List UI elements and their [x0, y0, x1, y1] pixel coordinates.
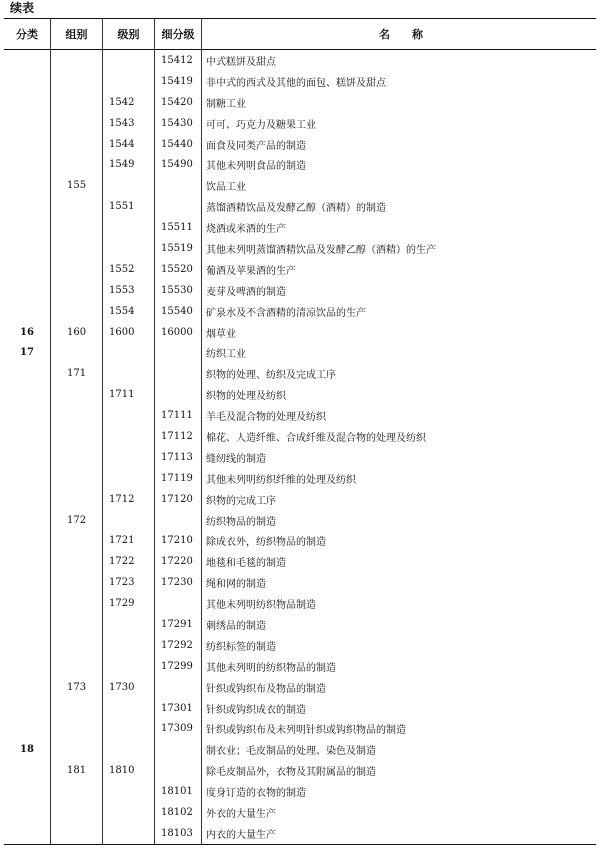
cell-subclass: 17291 [155, 614, 202, 635]
table-row [4, 196, 596, 217]
cell-class [103, 719, 155, 740]
cell-group [51, 342, 103, 363]
table-row [4, 635, 596, 656]
cell-category [4, 71, 51, 92]
cell-class [103, 635, 155, 656]
cell-class: 1552 [103, 259, 155, 280]
cell-group [51, 50, 103, 71]
cell-subclass: 18101 [155, 781, 202, 802]
cell-subclass: 15420 [155, 92, 202, 113]
cell-subclass [155, 593, 202, 614]
cell-subclass: 15440 [155, 134, 202, 155]
cell-class: 1721 [103, 530, 155, 551]
cell-class [103, 426, 155, 447]
cell-name: 其他未列明的纺织物品的制造 [206, 662, 336, 674]
table-row [4, 259, 596, 280]
table-header-row [4, 19, 596, 50]
cell-subclass: 15519 [155, 238, 202, 259]
table-row [4, 468, 596, 489]
cell-category [4, 572, 51, 593]
cell-class: 1729 [103, 593, 155, 614]
cell-subclass [155, 196, 202, 217]
cell-subclass: 17111 [155, 405, 202, 426]
cell-category [4, 593, 51, 614]
cell-name: 针织或钩织布及物品的制造 [206, 683, 326, 695]
cell-category [4, 154, 51, 175]
cell-group [51, 71, 103, 92]
table-row [4, 823, 596, 844]
cell-class [103, 656, 155, 677]
cell-category [4, 405, 51, 426]
cell-subclass: 15412 [155, 50, 202, 71]
cell-class [103, 71, 155, 92]
cell-subclass: 15511 [155, 217, 202, 238]
cell-subclass: 17113 [155, 447, 202, 468]
table-row [4, 175, 596, 196]
table-row [4, 342, 596, 363]
cell-name: 除成衣外，纺织物品的制造 [206, 537, 326, 549]
header-category: 分类 [4, 19, 51, 50]
cell-class [103, 781, 155, 802]
cell-subclass: 17309 [155, 719, 202, 740]
cell-name: 羊毛及混合物的处理及纺织 [206, 412, 326, 424]
table-row [4, 113, 596, 134]
cell-category [4, 259, 51, 280]
cell-category [4, 301, 51, 322]
cell-class [103, 342, 155, 363]
cell-category [4, 802, 51, 823]
cell-class: 1600 [103, 322, 155, 343]
cell-name: 纺织标签的制造 [206, 641, 276, 653]
cell-group [51, 551, 103, 572]
cell-group [51, 426, 103, 447]
cell-name: 其他未列明纺织纤维的处理及纺织 [206, 474, 356, 486]
cell-group [51, 614, 103, 635]
cell-subclass [155, 384, 202, 405]
cell-name: 麦芽及啤酒的制造 [206, 286, 286, 298]
cell-group: 155 [51, 175, 103, 196]
cell-group [51, 593, 103, 614]
cell-class: 1542 [103, 92, 155, 113]
cell-group [51, 572, 103, 593]
cell-name: 葡酒及苹果酒的生产 [206, 265, 296, 277]
cell-class: 1711 [103, 384, 155, 405]
cell-class: 1723 [103, 572, 155, 593]
cell-class: 1730 [103, 677, 155, 698]
cell-category [4, 698, 51, 719]
cell-class [103, 238, 155, 259]
cell-subclass [155, 760, 202, 781]
table-row [4, 154, 596, 175]
cell-name: 非中式的西式及其他的面包、糕饼及甜点 [206, 77, 386, 89]
cell-name: 纺织物品的制造 [206, 516, 276, 528]
cell-group [51, 238, 103, 259]
cell-category [4, 468, 51, 489]
cell-group [51, 259, 103, 280]
table-row [4, 426, 596, 447]
cell-category [4, 656, 51, 677]
cell-name: 织物的处理、纺织及完成工序 [206, 370, 336, 382]
continued-caption: 续表 [10, 1, 35, 15]
cell-group: 160 [51, 322, 103, 343]
cell-subclass: 17299 [155, 656, 202, 677]
cell-name: 外衣的大量生产 [206, 809, 276, 820]
cell-group [51, 217, 103, 238]
cell-category [4, 238, 51, 259]
cell-name: 面食及同类产品的制造 [206, 140, 306, 152]
cell-category [4, 823, 51, 844]
cell-class [103, 823, 155, 844]
cell-class [103, 50, 155, 71]
table-body [4, 50, 596, 845]
cell-category: 17 [4, 342, 51, 363]
table-row [4, 238, 596, 259]
table-row [4, 301, 596, 322]
cell-name: 度身订造的衣物的制造 [206, 788, 306, 800]
cell-name: 其他未列明纺织物品制造 [206, 600, 316, 612]
cell-group [51, 823, 103, 844]
cell-subclass [155, 739, 202, 760]
cell-class: 1810 [103, 760, 155, 781]
cell-class [103, 802, 155, 823]
cell-name: 缝纫线的制造 [206, 453, 266, 465]
cell-class: 1544 [103, 134, 155, 155]
cell-class: 1553 [103, 280, 155, 301]
table-row [4, 739, 596, 760]
table-row [4, 363, 596, 384]
cell-name: 针织或钩织布及未列明针织或钩织物品的制造 [206, 725, 406, 737]
classification-table [4, 18, 596, 845]
cell-category [4, 635, 51, 656]
cell-name: 地毯和毛毯的制造 [206, 558, 286, 570]
cell-name: 制衣业；毛皮制品的处理、染色及制造 [206, 746, 376, 758]
table-row [4, 134, 596, 155]
table-row [4, 802, 596, 823]
table-row [4, 593, 596, 614]
cell-subclass: 17292 [155, 635, 202, 656]
cell-subclass [155, 363, 202, 384]
table-row [4, 677, 596, 698]
header-group: 组别 [51, 19, 103, 50]
cell-group [51, 781, 103, 802]
cell-category [4, 113, 51, 134]
cell-subclass: 17112 [155, 426, 202, 447]
cell-group [51, 196, 103, 217]
cell-class [103, 614, 155, 635]
cell-group: 173 [51, 677, 103, 698]
table-row [4, 71, 596, 92]
cell-category [4, 781, 51, 802]
cell-group: 171 [51, 363, 103, 384]
cell-group [51, 739, 103, 760]
cell-class [103, 510, 155, 531]
cell-class: 1722 [103, 551, 155, 572]
cell-subclass [155, 342, 202, 363]
cell-category [4, 677, 51, 698]
cell-subclass [155, 175, 202, 196]
table-row [4, 719, 596, 740]
cell-subclass: 15520 [155, 259, 202, 280]
cell-name: 饮品工业 [206, 182, 246, 194]
cell-group: 172 [51, 510, 103, 531]
cell-class [103, 363, 155, 384]
cell-class [103, 468, 155, 489]
cell-category [4, 280, 51, 301]
cell-class [103, 698, 155, 719]
cell-group [51, 92, 103, 113]
cell-subclass: 15490 [155, 154, 202, 175]
cell-name: 刺绣品的制造 [206, 620, 266, 632]
cell-class [103, 405, 155, 426]
cell-category [4, 217, 51, 238]
cell-category [4, 384, 51, 405]
table-row [4, 698, 596, 719]
cell-group [51, 113, 103, 134]
table-row [4, 322, 596, 343]
cell-subclass: 18102 [155, 802, 202, 823]
cell-group [51, 489, 103, 510]
cell-class: 1712 [103, 489, 155, 510]
header-subclass: 细分级 [155, 19, 202, 50]
cell-subclass [155, 510, 202, 531]
cell-class [103, 447, 155, 468]
table-row [4, 217, 596, 238]
cell-name: 烟草业 [206, 328, 236, 340]
cell-name: 其他未列明食品的制造 [206, 161, 306, 173]
table-row [4, 405, 596, 426]
cell-group [51, 530, 103, 551]
cell-class: 1543 [103, 113, 155, 134]
cell-class: 1554 [103, 301, 155, 322]
cell-subclass: 15530 [155, 280, 202, 301]
cell-subclass: 17220 [155, 551, 202, 572]
table-row [4, 384, 596, 405]
cell-group [51, 301, 103, 322]
table-row [4, 572, 596, 593]
cell-category [4, 92, 51, 113]
cell-class [103, 739, 155, 760]
cell-subclass [155, 677, 202, 698]
cell-category [4, 447, 51, 468]
table-row [4, 489, 596, 510]
cell-subclass: 16000 [155, 322, 202, 343]
cell-class [103, 217, 155, 238]
table-row [4, 510, 596, 531]
cell-group [51, 280, 103, 301]
cell-category: 18 [4, 739, 51, 760]
cell-group: 181 [51, 760, 103, 781]
cell-name: 棉花、人造纤维、合成纤维及混合物的处理及纺织 [206, 432, 426, 444]
cell-subclass: 18103 [155, 823, 202, 844]
table-row [4, 447, 596, 468]
table-row [4, 614, 596, 635]
cell-group [51, 447, 103, 468]
table-row [4, 656, 596, 677]
cell-category [4, 510, 51, 531]
cell-category [4, 363, 51, 384]
cell-subclass: 17119 [155, 468, 202, 489]
cell-group [51, 698, 103, 719]
cell-subclass: 17301 [155, 698, 202, 719]
cell-group [51, 134, 103, 155]
cell-group [51, 384, 103, 405]
cell-category [4, 134, 51, 155]
cell-class [103, 175, 155, 196]
cell-name: 针织或钩织成衣的制造 [206, 704, 306, 716]
cell-subclass: 17210 [155, 530, 202, 551]
cell-name: 中式糕饼及甜点 [206, 56, 276, 68]
cell-class: 1551 [103, 196, 155, 217]
cell-name: 织物的处理及纺织 [206, 391, 286, 403]
table-row [4, 50, 596, 71]
table-row [4, 760, 596, 781]
cell-category [4, 760, 51, 781]
cell-category [4, 614, 51, 635]
cell-name: 烧酒或米酒的生产 [206, 224, 286, 236]
cell-group [51, 719, 103, 740]
table-row [4, 530, 596, 551]
cell-category: 16 [4, 322, 51, 343]
cell-name: 其他未列明蒸馏酒精饮品及发酵乙醇（酒精）的生产 [206, 244, 436, 256]
cell-category [4, 489, 51, 510]
table-row [4, 551, 596, 572]
cell-category [4, 50, 51, 71]
cell-category [4, 719, 51, 740]
cell-category [4, 175, 51, 196]
cell-subclass: 15419 [155, 71, 202, 92]
cell-subclass: 15540 [155, 301, 202, 322]
header-class: 级别 [103, 19, 155, 50]
cell-group [51, 802, 103, 823]
cell-group [51, 656, 103, 677]
cell-name: 织物的完成工序 [206, 495, 276, 507]
header-name: 名 称 [202, 19, 597, 50]
cell-name: 纺织工业 [206, 349, 246, 361]
cell-name: 矿泉水及不含酒精的清凉饮品的生产 [206, 307, 366, 319]
cell-name: 绳和网的制造 [206, 579, 266, 591]
cell-category [4, 551, 51, 572]
cell-category [4, 426, 51, 447]
cell-subclass: 17230 [155, 572, 202, 593]
cell-name: 除毛皮制品外，衣物及其附属品的制造 [206, 767, 376, 779]
cell-category [4, 530, 51, 551]
table-row [4, 781, 596, 802]
cell-name: 内衣的大量生产 [202, 823, 597, 844]
cell-name: 可可、巧克力及糖果工业 [206, 119, 316, 131]
cell-subclass: 15430 [155, 113, 202, 134]
cell-subclass: 17120 [155, 489, 202, 510]
cell-group [51, 468, 103, 489]
table-row [4, 280, 596, 301]
cell-class: 1549 [103, 154, 155, 175]
table-row [4, 92, 596, 113]
cell-name: 蒸馏酒精饮品及发酵乙醇（酒精）的制造 [206, 203, 386, 215]
cell-group [51, 154, 103, 175]
cell-name: 制糖工业 [206, 98, 246, 110]
cell-group [51, 405, 103, 426]
cell-category [4, 196, 51, 217]
cell-group [51, 635, 103, 656]
